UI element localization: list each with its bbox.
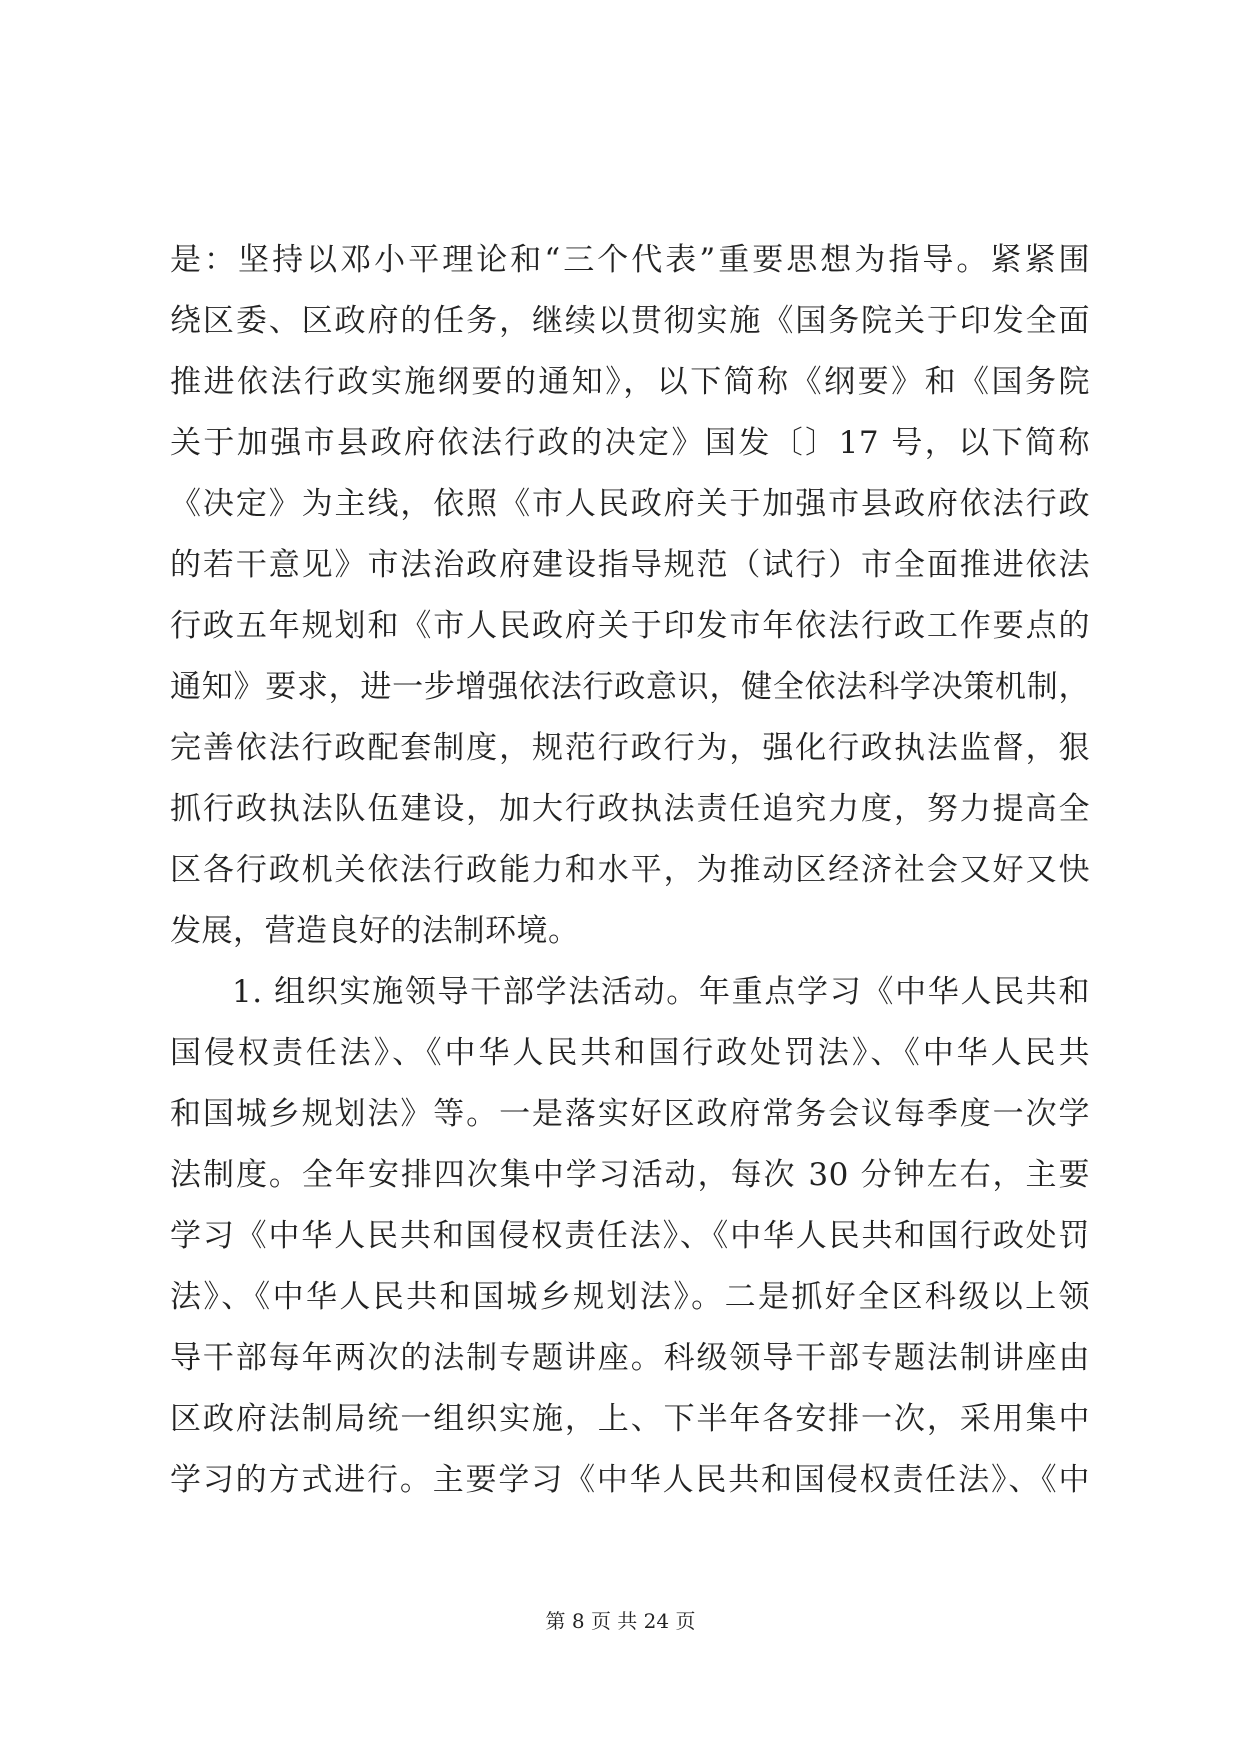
- paragraph-guiding-principles: [170, 230, 1090, 962]
- text-line: 关于加强市县政府依法行政的决定》国发〔〕17 号，以下简称: [170, 425, 1090, 461]
- text-line: 行政五年规划和《市人民政府关于印发市年依法行政工作要点的: [170, 608, 1090, 644]
- text-line: 国侵权责任法》、《中华人民共和国行政处罚法》、《中华人民共: [170, 1035, 1090, 1071]
- text-line: 发展，营造良好的法制环境。: [170, 913, 580, 949]
- text-line: 导干部每年两次的法制专题讲座。科级领导干部专题法制讲座由: [170, 1340, 1090, 1376]
- text-line: 学习的方式进行。主要学习《中华人民共和国侵权责任法》、《中: [170, 1462, 1090, 1498]
- page-number-label: 第 8 页 共 24 页: [545, 1609, 696, 1633]
- text-line: 1. 组织实施领导干部学法活动。年重点学习《中华人民共和: [232, 974, 1090, 1010]
- text-line: 区政府法制局统一组织实施，上、下半年各安排一次，采用集中: [170, 1401, 1090, 1437]
- text-line: 《决定》为主线，依照《市人民政府关于加强市县政府依法行政: [170, 486, 1090, 522]
- text-line: 区各行政机关依法行政能力和水平，为推动区经济社会又好又快: [170, 852, 1090, 888]
- text-line: 法制度。全年安排四次集中学习活动，每次 30 分钟左右，主要: [170, 1157, 1090, 1193]
- text-line: 推进依法行政实施纲要的通知》，以下简称《纲要》和《国务院: [170, 364, 1090, 400]
- paragraph-leader-study-activities: [170, 962, 1090, 1511]
- text-line: 学习《中华人民共和国侵权责任法》、《中华人民共和国行政处罚: [170, 1218, 1090, 1254]
- text-line: 的若干意见》市法治政府建设指导规范（试行）市全面推进依法: [170, 547, 1090, 583]
- text-line: 通知》要求，进一步增强依法行政意识，健全依法科学决策机制，: [170, 669, 1090, 705]
- text-line: 是：坚持以邓小平理论和“三个代表”重要思想为指导。紧紧围: [170, 242, 1090, 278]
- body-text: [170, 230, 1090, 1511]
- text-line: 和国城乡规划法》等。一是落实好区政府常务会议每季度一次学: [170, 1096, 1090, 1132]
- text-line: 完善依法行政配套制度，规范行政行为，强化行政执法监督，狠: [170, 730, 1090, 766]
- text-line: 法》、《中华人民共和国城乡规划法》。二是抓好全区科级以上领: [170, 1279, 1090, 1315]
- page-footer: [0, 1606, 1241, 1636]
- text-line: 抓行政执法队伍建设，加大行政执法责任追究力度，努力提高全: [170, 791, 1090, 827]
- text-line: 绕区委、区政府的任务，继续以贯彻实施《国务院关于印发全面: [170, 303, 1090, 339]
